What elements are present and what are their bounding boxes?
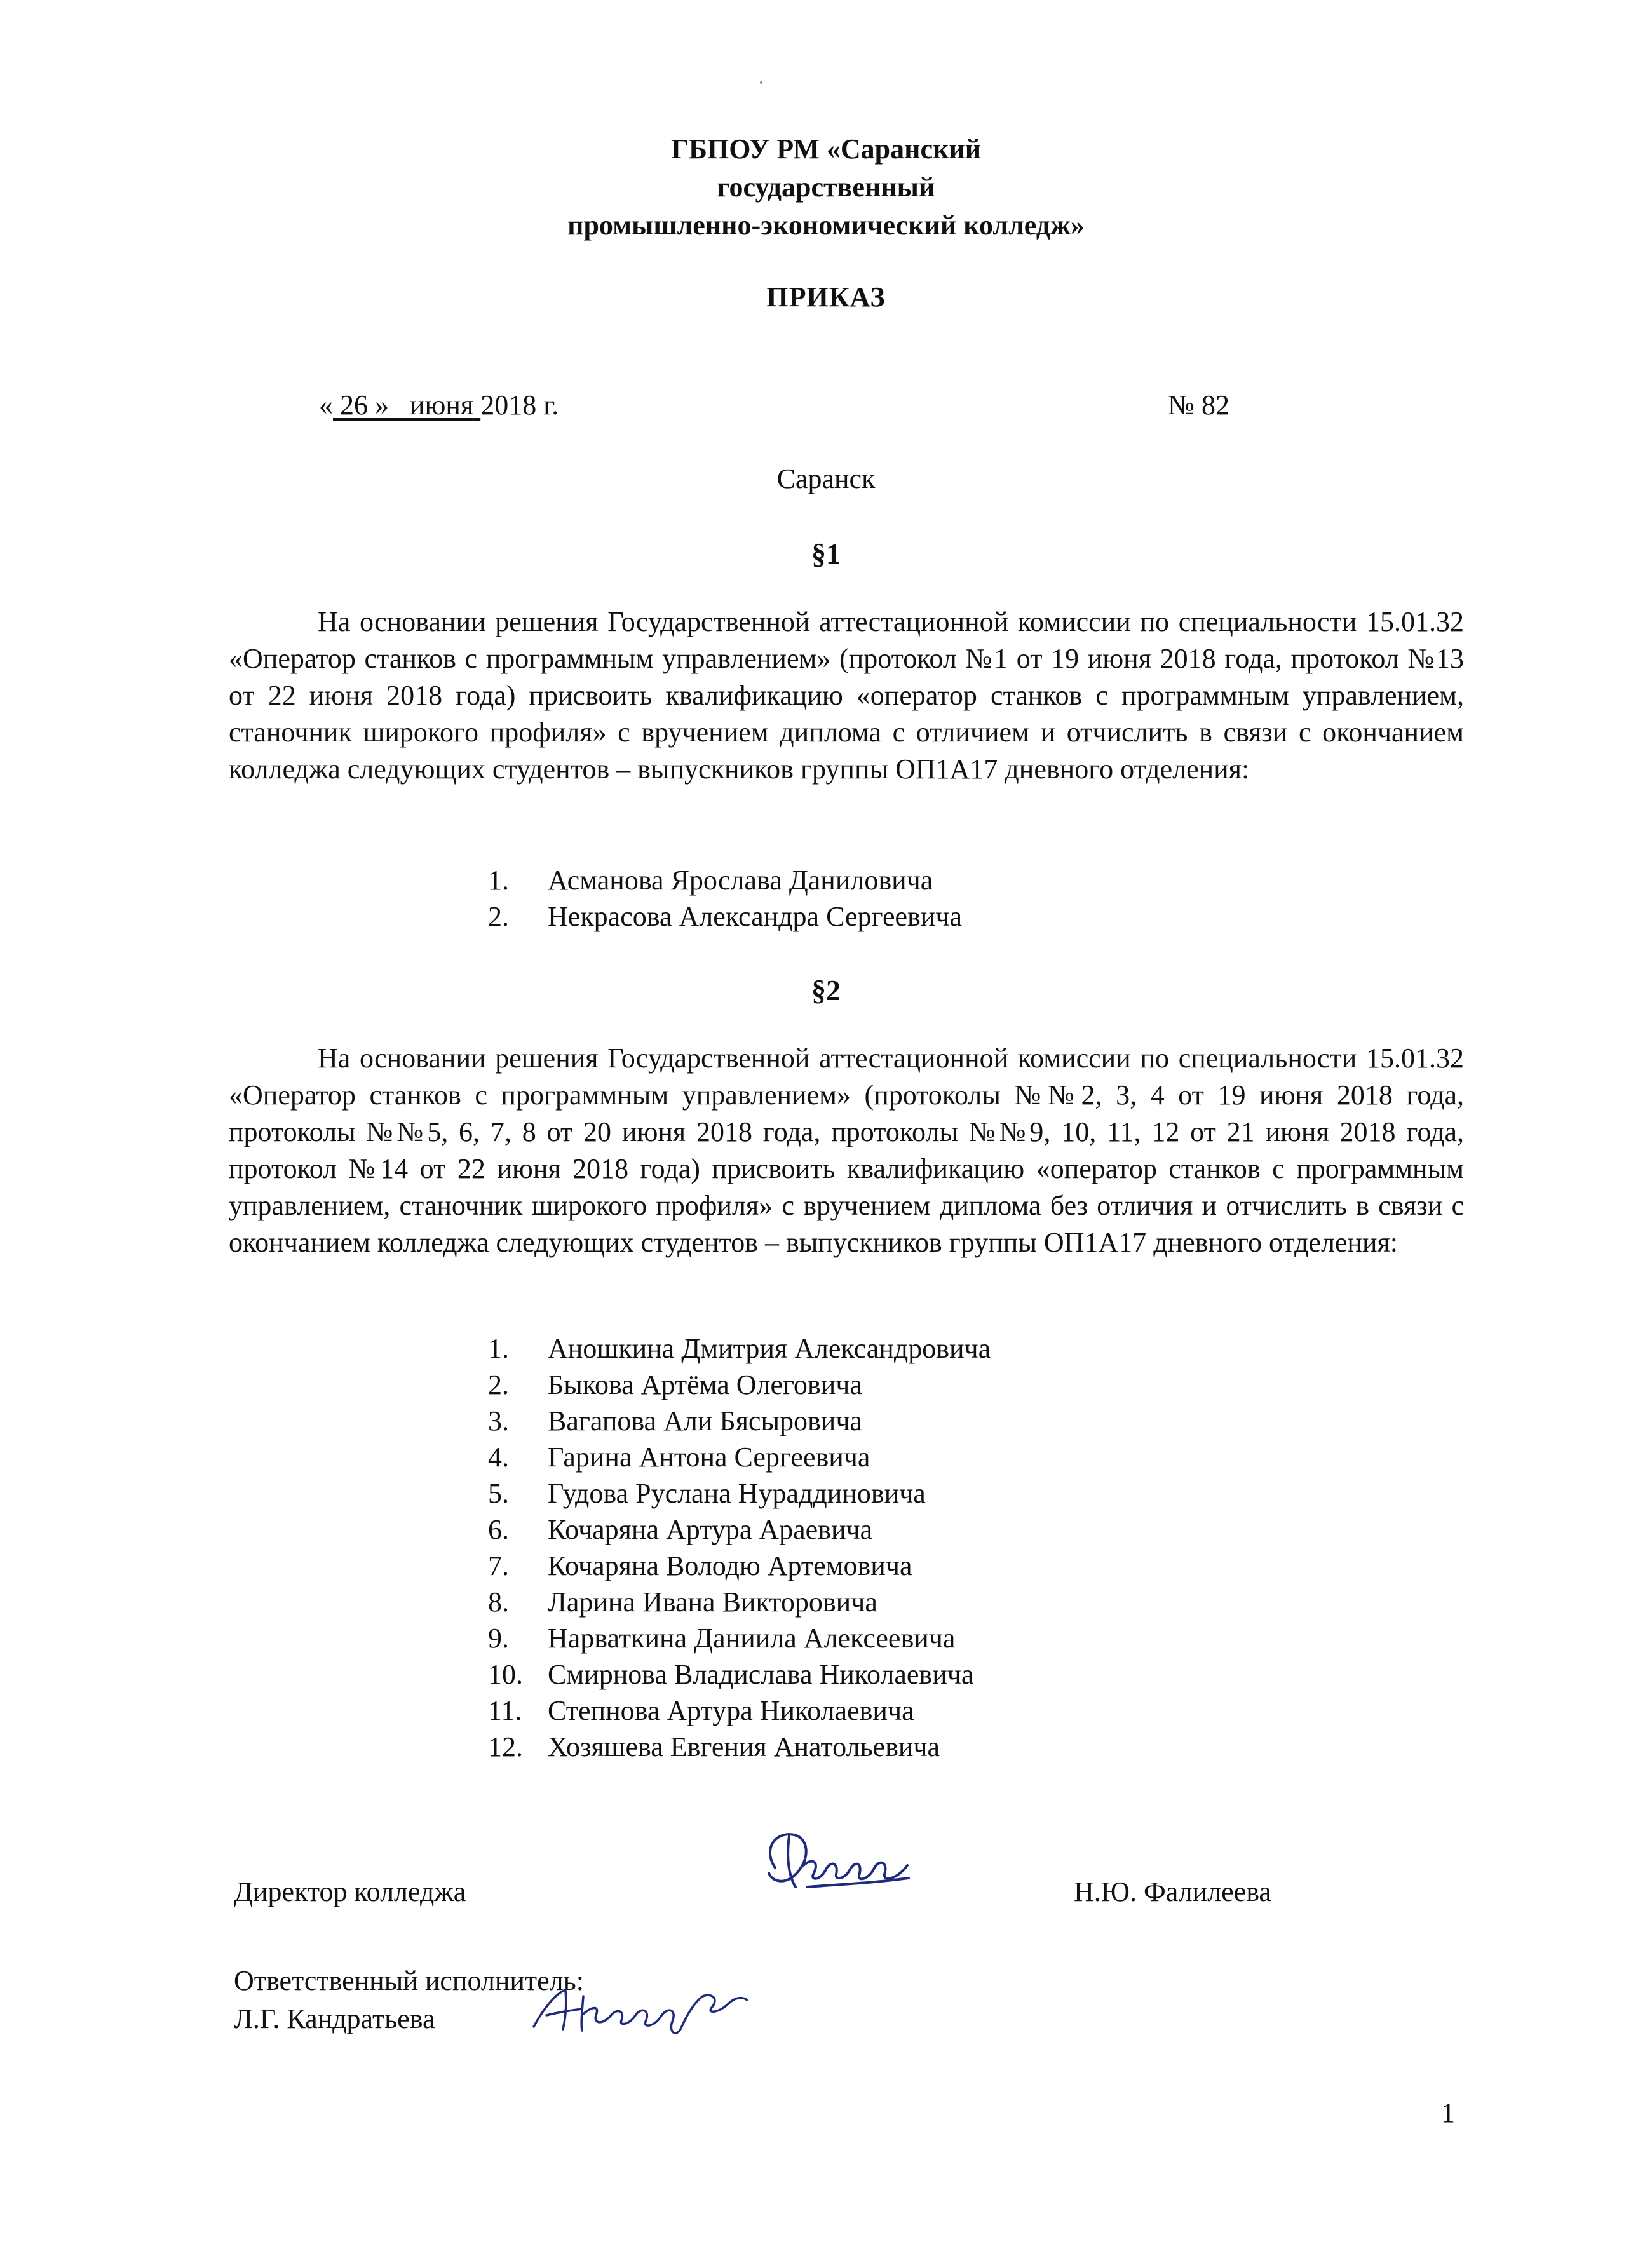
list-item: 1. Аношкина Дмитрия Александровича (488, 1333, 991, 1364)
date-month: июня (410, 389, 474, 421)
responsible-signature (521, 1977, 762, 2041)
section-2-text: На основании решения Государственной аттестационной комиссии по специальности 15.01.32 «Оператор станков с программным управлением» (протоколы №№2, 3, 4 от 19 июня 2018 года, протоколы №№5, 6, 7, 8 от 20 июня 2018 года, протоколы №№9, 10, 11, 12 от 21 июня 2018 года, протокол №14 от 22 июня 2018 года) присвоить квалификацию «оператор станков с программным управлением, станочник широкого профиля» с вручением диплома без отличия и отчислить в связи с окончанием колледжа следующих студентов – выпускников группы ОП1А17 дневного отделения: (229, 1043, 1464, 1258)
document-title: ПРИКАЗ (766, 281, 886, 313)
date-open-quote: « (319, 389, 333, 421)
director-label: Директор колледжа (234, 1876, 466, 1907)
section-2-student-list (488, 1330, 991, 1765)
scan-speck (760, 81, 762, 84)
responsible-label: Ответственный исполнитель: (234, 1965, 584, 1996)
city: Саранск (776, 463, 876, 494)
list-item: 3. Вагапова Али Бясыровича (488, 1405, 862, 1436)
list-item: 4. Гарина Антона Сергеевича (488, 1442, 870, 1473)
list-item: 1. Асманова Ярослава Даниловича (488, 865, 933, 896)
list-item: 9. Нарваткина Даниила Алексеевича (488, 1623, 956, 1654)
org-line-2: государственный (717, 172, 935, 203)
list-item: 2. Быкова Артёма Олеговича (488, 1369, 862, 1400)
list-item: 8. Ларина Ивана Викторовича (488, 1586, 877, 1618)
responsible-name: Л.Г. Кандратьева (234, 2003, 435, 2034)
list-item: 11. Степнова Артура Николаевича (488, 1695, 914, 1726)
director-name: Н.Ю. Фалилеева (1074, 1876, 1271, 1907)
org-line-3: промышленно-экономический колледж» (567, 210, 1085, 241)
section-1-text: На основании решения Государственной аттестационной комиссии по специальности 15.01.32 «Оператор станков с программным управлением» (протокол №1 от 19 июня 2018 года, протокол №13 от 22 июня 2018 года) присвоить квалификацию «оператор станков с программным управлением, станочник широкого профиля» с вручением диплома с отличием и отчислить в связи с окончанием колледжа следующих студентов – выпускников группы ОП1А17 дневного отделения: (229, 606, 1464, 785)
order-number: № 82 (1168, 389, 1229, 421)
section-2-heading: §2 (811, 974, 841, 1006)
organization-header (0, 130, 1652, 245)
page-number: 1 (1441, 2097, 1455, 2128)
list-item: 12. Хозяшева Евгения Анатольевича (488, 1731, 940, 1762)
section-1-heading: §1 (811, 537, 841, 570)
section-1-student-list (488, 862, 962, 935)
list-item: 2. Некрасова Александра Сергеевича (488, 901, 962, 932)
order-date (319, 389, 559, 421)
date-year: 2018 г. (480, 389, 559, 421)
org-line-1: ГБПОУ РМ «Саранский (670, 133, 982, 165)
list-item: 10. Смирнова Владислава Николаевича (488, 1659, 974, 1690)
list-item: 5. Гудова Руслана Нураддиновича (488, 1478, 926, 1509)
director-signature (750, 1823, 921, 1906)
list-item: 6. Кочаряна Артура Араевича (488, 1514, 873, 1545)
list-item: 7. Кочаряна Володю Артемовича (488, 1550, 912, 1581)
date-close-quote: » (375, 389, 389, 421)
date-day: 26 » июня (340, 389, 474, 421)
